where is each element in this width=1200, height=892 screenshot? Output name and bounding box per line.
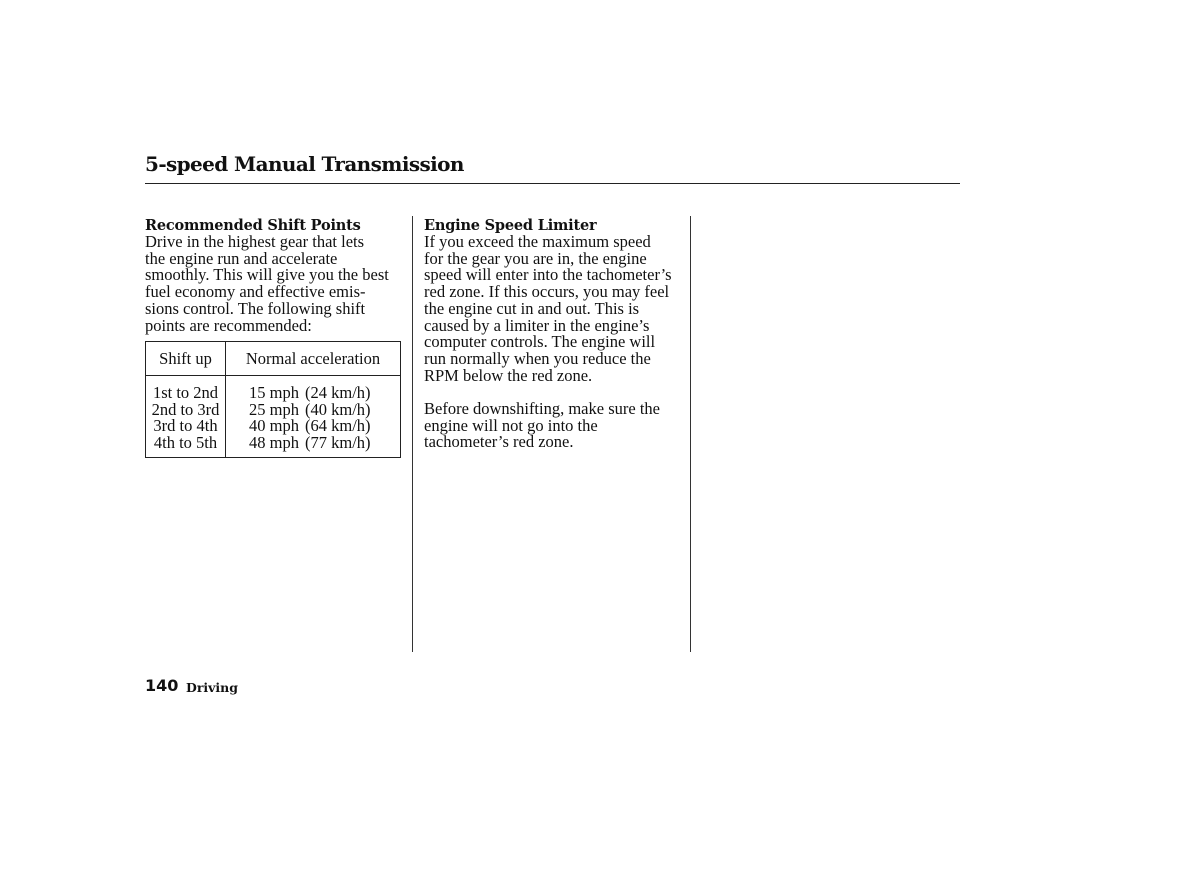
- table-cell-shift: 1st to 2nd: [152, 383, 219, 402]
- table-cell-shift: 4th to 5th: [153, 433, 218, 453]
- page-number: 140: [145, 676, 179, 695]
- shift-points-table: [145, 341, 401, 458]
- left-column: [145, 217, 407, 334]
- table-header-normal-acceleration: Normal acceleration: [245, 349, 381, 368]
- shift-points-paragraph: Drive in the highest gear that lets the engine run and accelerate smoothly. This will give you the best fuel economy and effective emis- sions control. The following shift points are recommended:: [145, 232, 389, 335]
- engine-limiter-paragraph: If you exceed the maximum speed for the gear you are in, the engine speed will enter into the tachometer’s red zone. If this occurs, you may feel the engine cut in and out. This is caused by a limiter in the engine’s computer controls. The engine will run normally when you reduce the RPM below the red zone.: [424, 232, 672, 385]
- section-name: Driving: [186, 680, 239, 695]
- page-title: 5-speed Manual Transmission: [145, 152, 464, 176]
- table-cell-kmh: (64 km/h): [305, 416, 371, 436]
- column-divider-right: [690, 216, 691, 652]
- table-cell-mph: 25 mph: [249, 399, 299, 419]
- middle-column: [424, 217, 686, 451]
- table-cell-kmh: (77 km/h): [305, 433, 371, 453]
- table-cell-shift: 2nd to 3rd: [151, 399, 220, 419]
- table-header-divider: [146, 375, 400, 376]
- table-cell-kmh: (24 km/h): [305, 383, 371, 402]
- title-rule: [145, 183, 960, 184]
- section-heading-shift-points: Recommended Shift Points: [145, 217, 361, 234]
- column-divider-left: [412, 216, 413, 652]
- downshift-paragraph: Before downshifting, make sure the engine will not go into the tachometer’s red zone.: [424, 399, 660, 452]
- table-row: [146, 435, 400, 452]
- table-body: [146, 385, 400, 452]
- table-cell-mph: 15 mph: [249, 383, 299, 402]
- table-cell-shift: 3rd to 4th: [153, 416, 218, 436]
- section-heading-engine-speed-limiter: Engine Speed Limiter: [424, 217, 597, 234]
- table-cell-mph: 40 mph: [249, 416, 299, 436]
- table-header-shift-up: Shift up: [159, 349, 212, 368]
- table-cell-mph: 48 mph: [249, 433, 299, 453]
- table-cell-kmh: (40 km/h): [305, 399, 371, 419]
